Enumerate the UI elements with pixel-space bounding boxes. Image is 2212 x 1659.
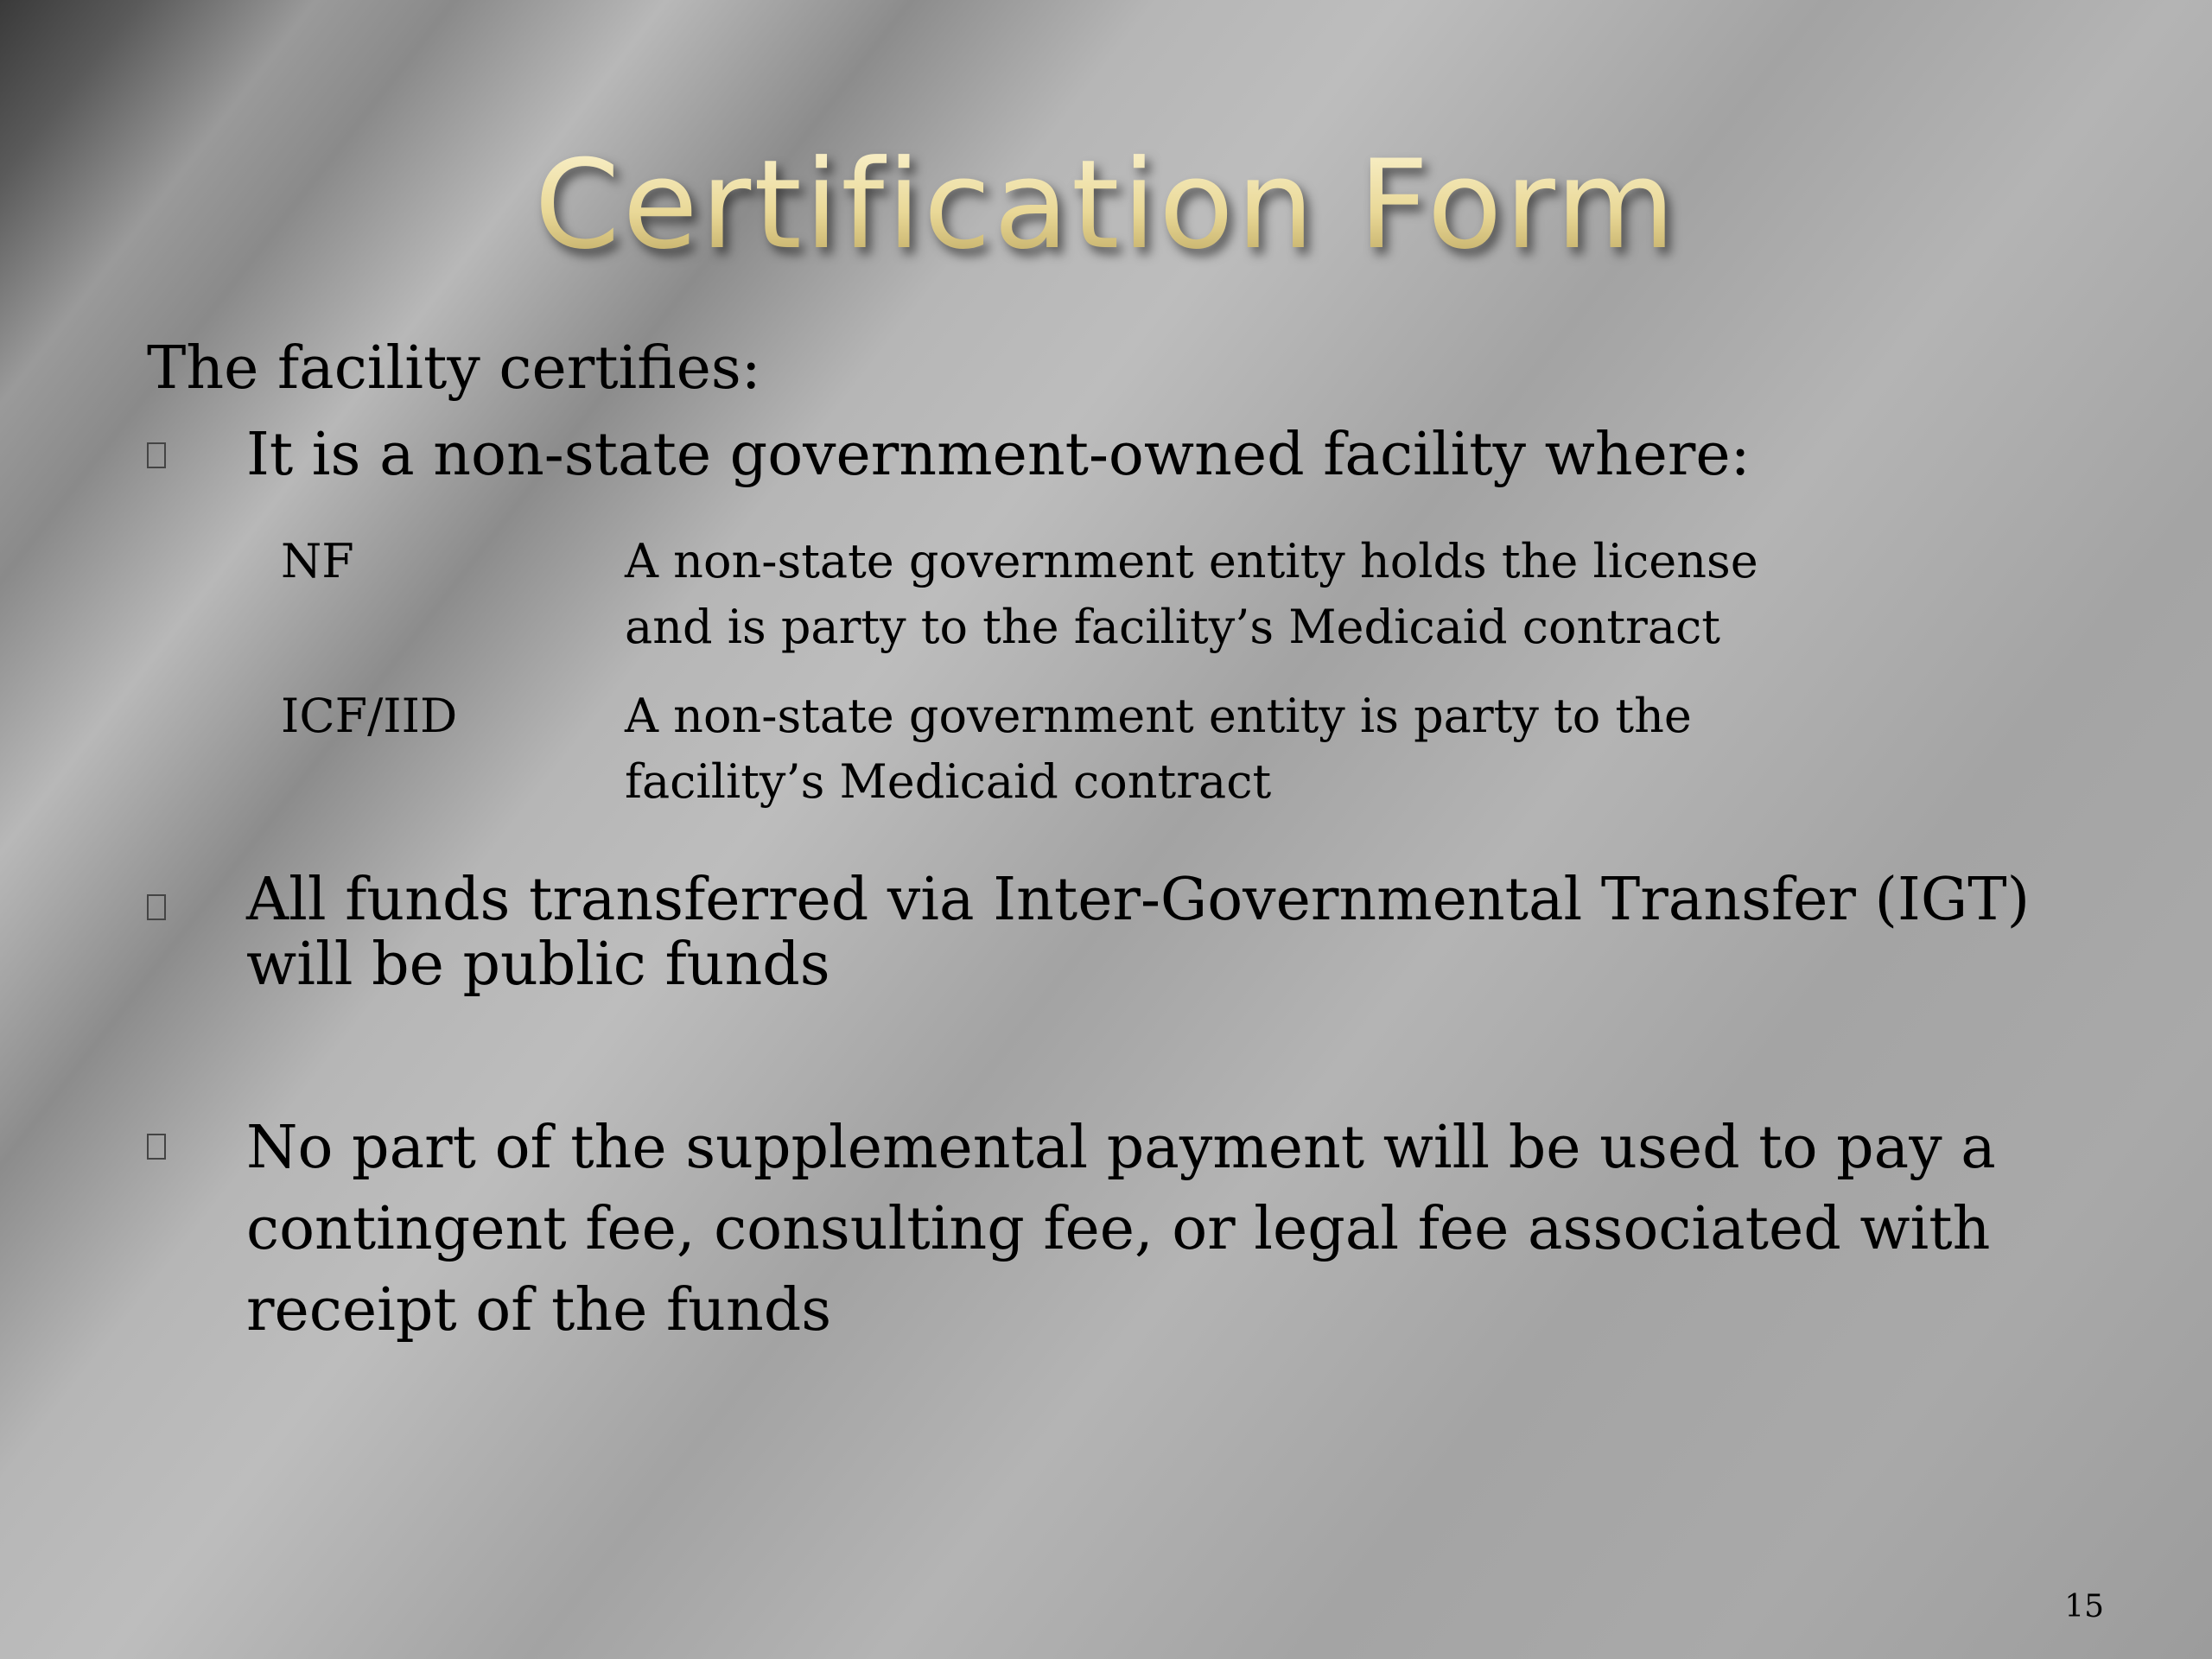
intro-text: The facility certifies: [147, 334, 761, 403]
definition-term-icf-iid: ICF/IID [281, 689, 458, 743]
definition-line: A non-state government entity holds the license [625, 534, 1758, 588]
definition-desc-icf-iid [625, 683, 1878, 814]
definition-line: facility’s Medicaid contract [625, 753, 1272, 809]
square-bullet-icon [147, 1134, 166, 1160]
square-bullet-icon [147, 442, 166, 468]
page-number: 15 [2064, 1589, 2104, 1624]
definition-term-nf: NF [281, 534, 354, 588]
definition-line: A non-state government entity is party to the [625, 689, 1692, 743]
definition-line: and is party to the facility’s Medicaid contract [625, 599, 1720, 654]
square-bullet-icon [147, 894, 166, 920]
definition-desc-nf [625, 529, 1878, 659]
slide-title: Certification Form [0, 138, 2212, 273]
bullet-text: All funds transferred via Inter-Governmental Transfer (IGT) will be public funds [246, 866, 2031, 999]
bullet-text: It is a non-state government-owned facility where: [246, 421, 1751, 489]
bullet-text: No part of the supplemental payment will be used to pay a contingent fee, consulting fee, or legal fee associated with receipt of the funds [246, 1114, 1996, 1344]
